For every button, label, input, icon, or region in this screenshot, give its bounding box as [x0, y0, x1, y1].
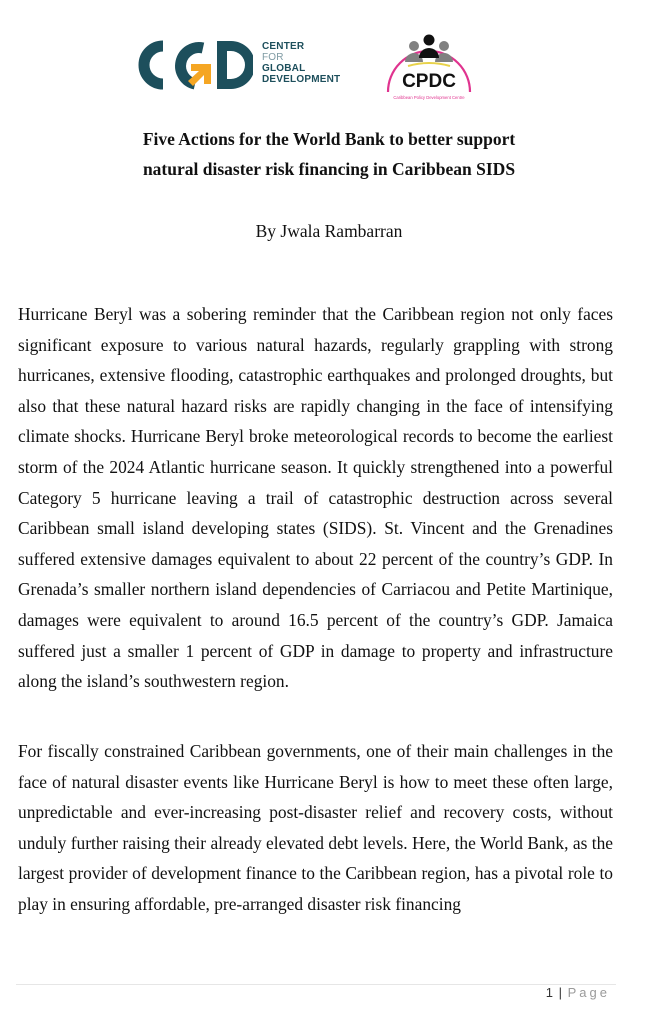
page-number: 1 | Page	[545, 985, 610, 1000]
cpdc-logo-icon	[380, 22, 478, 104]
cgd-wordmark: CENTER FOR GLOBAL DEVELOPMENT	[262, 41, 341, 85]
document-title: Five Actions for the World Bank to better support natural disaster risk financing in Caribbean SIDS	[142, 129, 516, 179]
body-paragraph: For fiscally constrained Caribbean governments, one of their main challenges in the face of natural disaster events like Hurricane Beryl is how to meet these often large, unpredictable and ever-increasing post-disaster relief and recovery costs, without unduly further raising their already elevated debt levels. Here, the World Bank, as the largest provider of development finance to the Caribbean region, has a pivotal role to play in ensuring affordable, pre-arranged disaster risk financing	[18, 741, 613, 914]
svg-text:CPDC: CPDC	[402, 71, 456, 92]
header-logos	[0, 0, 658, 110]
author-byline: By Jwala Rambarran	[255, 221, 403, 241]
cgd-logo-icon	[133, 38, 253, 92]
footer-divider	[16, 984, 616, 985]
body-paragraph: Hurricane Beryl was a sobering reminder that the Caribbean region not only faces significant exposure to various natural hazards, regularly grappling with strong hurricanes, extensive flooding, catastrophic earthquakes and prolonged droughts, but also that these natural hazard risks are rapidly changing in the face of intensifying climate shocks. Hurricane Beryl broke meteorological records to become the earliest storm of the 2024 Atlantic hurricane season. It quickly strengthened into a powerful Category 5 hurricane leaving a trail of catastrophic destruction across several Caribbean small island developing states (SIDS). St. Vincent and the Grenadines suffered extensive damages equivalent to about 22 percent of the country’s GDP. In Grenada’s smaller northern island dependencies of Carriacou and Petite Martinique, damages were equivalent to around 16.5 percent of the country’s GDP. Jamaica suffered just a smaller 1 percent of GDP in damage to property and infrastructure along the island’s southwestern region.	[18, 304, 613, 692]
svg-text:Caribbean Policy Development C: Caribbean Policy Development Centre	[393, 95, 465, 100]
